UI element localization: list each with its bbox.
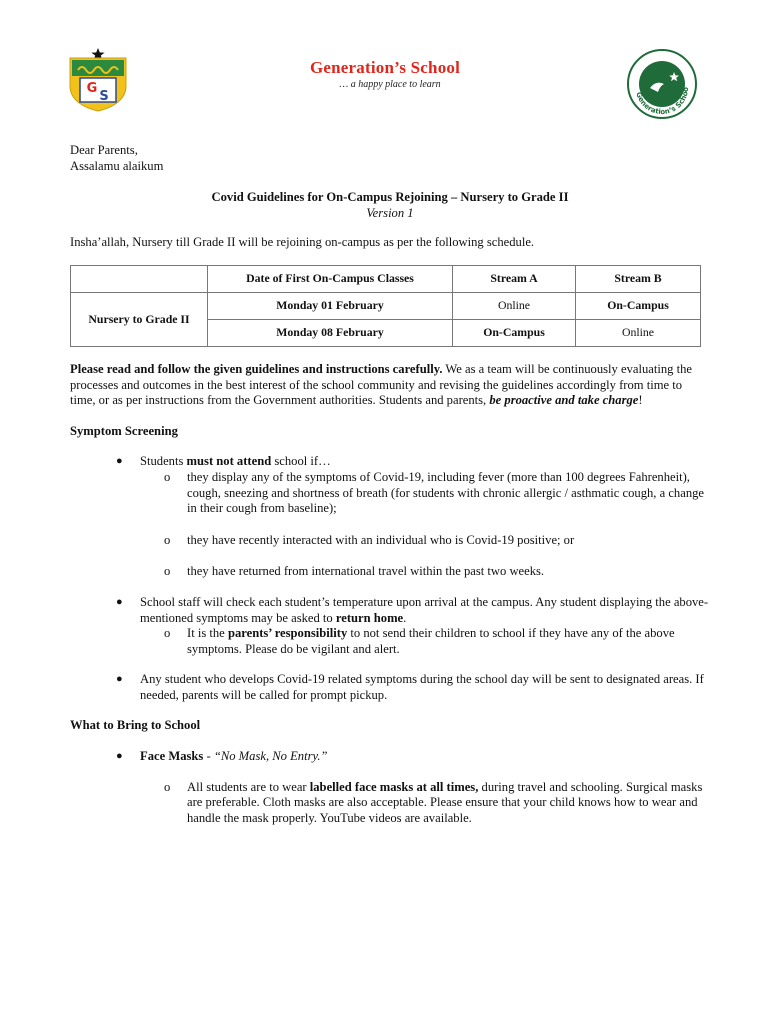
what-to-bring-heading: What to Bring to School bbox=[70, 718, 201, 733]
table-cell-date: Monday 01 February bbox=[208, 292, 453, 319]
school-seal-logo bbox=[626, 48, 698, 120]
sub-list-item: o they have recently interacted with an individual who is Covid-19 positive; or bbox=[164, 532, 575, 547]
circle-bullet-icon: o bbox=[164, 626, 171, 641]
what-to-bring-list bbox=[70, 749, 710, 826]
circle-bullet-icon: o bbox=[164, 779, 171, 794]
sub-list-item: o they have returned from international travel within the past two weeks. bbox=[164, 564, 545, 579]
salutation-line-1: Dear Parents, bbox=[70, 143, 138, 157]
bullet-icon: ● bbox=[116, 595, 123, 608]
table-cell-stream-b: On-Campus bbox=[576, 292, 701, 319]
table-header-cell: Stream B bbox=[576, 265, 701, 292]
letterhead bbox=[250, 58, 520, 90]
school-tagline: … a happy place to learn bbox=[339, 79, 441, 90]
sub-list bbox=[140, 470, 710, 580]
guidance-call-to-action: be proactive and take charge bbox=[489, 393, 639, 408]
schedule-table bbox=[70, 265, 701, 347]
salutation-line-2: Assalamu alaikum bbox=[70, 158, 164, 173]
list-item: ● Students must not attend school if… o they display any of the symptoms of Covid-19, including fever (more than 100 degrees Fahrenheit), cough, sneezing and shortness of breath (for students with chronic allergic / asthmatic cough, a change in their cough from baseline); o they have recently interacted with an individual who is Covid-19 positive; or o they have returned from international travel within the past two weeks. bbox=[70, 454, 710, 580]
document-version: Version 1 bbox=[366, 205, 414, 220]
list-item: ● Face Masks - “No Mask, No Entry.” o All students are to wear labelled face masks at all times, during travel and schooling. Surgical masks are preferable. Cloth masks are also acceptable. Please ensure that your child knows how to wear and handle the mask properly. YouTube videos are available. bbox=[70, 749, 710, 826]
school-name: Generation’s School bbox=[309, 58, 461, 77]
svg-text:Generation’s School: Generation’s Schoo bbox=[634, 86, 691, 117]
sub-list-item: o All students are to wear labelled face masks at all times, during travel and schooling. Surgical masks are preferable. Cloth masks are also acceptable. Please ensure that your child knows how to wear and handle the mask properly. YouTube videos are available. bbox=[164, 779, 703, 825]
table-header-cell: Stream A bbox=[453, 265, 576, 292]
circle-bullet-icon: o bbox=[164, 564, 171, 579]
svg-text:G: G bbox=[86, 81, 98, 96]
circle-bullet-icon: o bbox=[164, 469, 171, 484]
bullet-icon: ● bbox=[116, 750, 123, 763]
guidance-body: We as a team will be continuously evaluating the processes and outcomes in the best interest of the school community and revising the guidelines accordingly from time to time, or as per instructions from the Government authorities. Students and parents, bbox=[70, 361, 692, 408]
table-header-cell: Date of First On-Campus Classes bbox=[208, 265, 453, 292]
list-item: ● School staff will check each student’s temperature upon arrival at the campus. Any student displaying the above-mentioned symptoms may be asked to return home. o It is the parents’ responsibility to not send their children to school if they have any of the above symptoms. Please do be vigilant and alert. bbox=[116, 594, 709, 656]
svg-text:S: S bbox=[99, 89, 109, 104]
list-item: ● Any student who develops Covid-19 related symptoms during the school day will be sent to designated areas. If needed, parents will be called for prompt pickup. bbox=[116, 672, 704, 702]
guidance-bold-lead: Please read and follow the given guidelines and instructions carefully. bbox=[70, 361, 443, 376]
sub-list-item: o It is the parents’ responsibility to not send their children to school if they have any of the above symptoms. Please do be vigilant and alert. bbox=[164, 626, 675, 656]
bullet-icon: ● bbox=[116, 455, 123, 468]
table-header-row bbox=[71, 265, 701, 292]
sub-list bbox=[140, 626, 710, 657]
sub-list-item: o they display any of the symptoms of Covid-19, including fever (more than 100 degrees Fahrenheit), cough, sneezing and shortness of breath (for students with chronic allergic / asthmatic cough, a change in their cough from baseline); bbox=[164, 469, 705, 516]
school-crest-logo bbox=[66, 46, 130, 112]
table-cell-stream-a: Online bbox=[453, 292, 576, 319]
letter-body bbox=[70, 143, 710, 841]
table-row bbox=[71, 292, 701, 319]
table-cell-date: Monday 08 February bbox=[208, 319, 453, 346]
symptom-screening-list bbox=[70, 454, 710, 703]
intro-paragraph: Insha’allah, Nursery till Grade II will be rejoining on-campus as per the following schedule. bbox=[70, 235, 535, 250]
sub-list bbox=[140, 780, 710, 827]
table-cell-stream-a: On-Campus bbox=[453, 319, 576, 346]
grade-group-cell: Nursery to Grade II bbox=[71, 292, 208, 346]
table-corner-cell bbox=[71, 265, 208, 292]
circle-bullet-icon: o bbox=[164, 532, 171, 547]
guidance-end: ! bbox=[638, 393, 643, 408]
guidance-paragraph bbox=[70, 362, 710, 409]
document-title: Covid Guidelines for On-Campus Rejoining – Nursery to Grade II bbox=[211, 190, 569, 205]
bullet-icon: ● bbox=[116, 673, 123, 686]
table-cell-stream-b: Online bbox=[576, 319, 701, 346]
symptom-screening-heading: Symptom Screening bbox=[70, 423, 178, 438]
